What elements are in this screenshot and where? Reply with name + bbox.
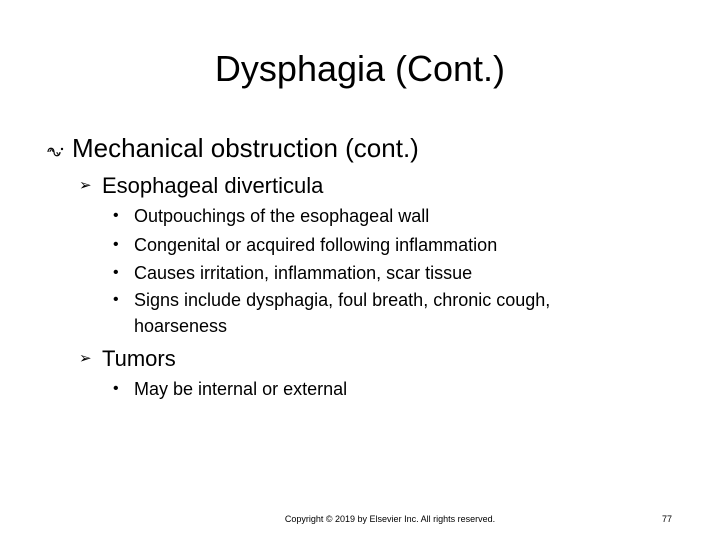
dot-bullet-icon: •: [113, 236, 119, 253]
list-item: May be internal or external: [134, 379, 348, 399]
slide-title: Dysphagia (Cont.): [214, 48, 506, 89]
list-item: Signs include dysphagia, foul breath, chronic cough,: [134, 290, 551, 310]
arrow-bullet-icon: ➢: [79, 350, 92, 367]
wingding-glyph-icon: [46, 145, 64, 159]
arrow-bullet-icon: ➢: [79, 177, 92, 194]
copyright-footer: Copyright © 2019 by Elsevier Inc. All rights reserved.: [284, 514, 496, 524]
page-number: 77: [661, 514, 672, 524]
section-heading: Esophageal diverticula: [102, 173, 324, 198]
list-item: Causes irritation, inflammation, scar tissue: [134, 263, 473, 283]
dot-bullet-icon: •: [113, 264, 119, 281]
dot-bullet-icon: •: [113, 207, 119, 224]
dot-bullet-icon: •: [113, 291, 119, 308]
section-heading: Tumors: [102, 346, 176, 371]
list-item-continuation: hoarseness: [134, 316, 228, 336]
level1-text: Mechanical obstruction (cont.): [72, 133, 419, 163]
list-item: Congenital or acquired following inflammation: [134, 235, 498, 255]
list-item: Outpouchings of the esophageal wall: [134, 206, 430, 226]
dot-bullet-icon: •: [113, 380, 119, 397]
